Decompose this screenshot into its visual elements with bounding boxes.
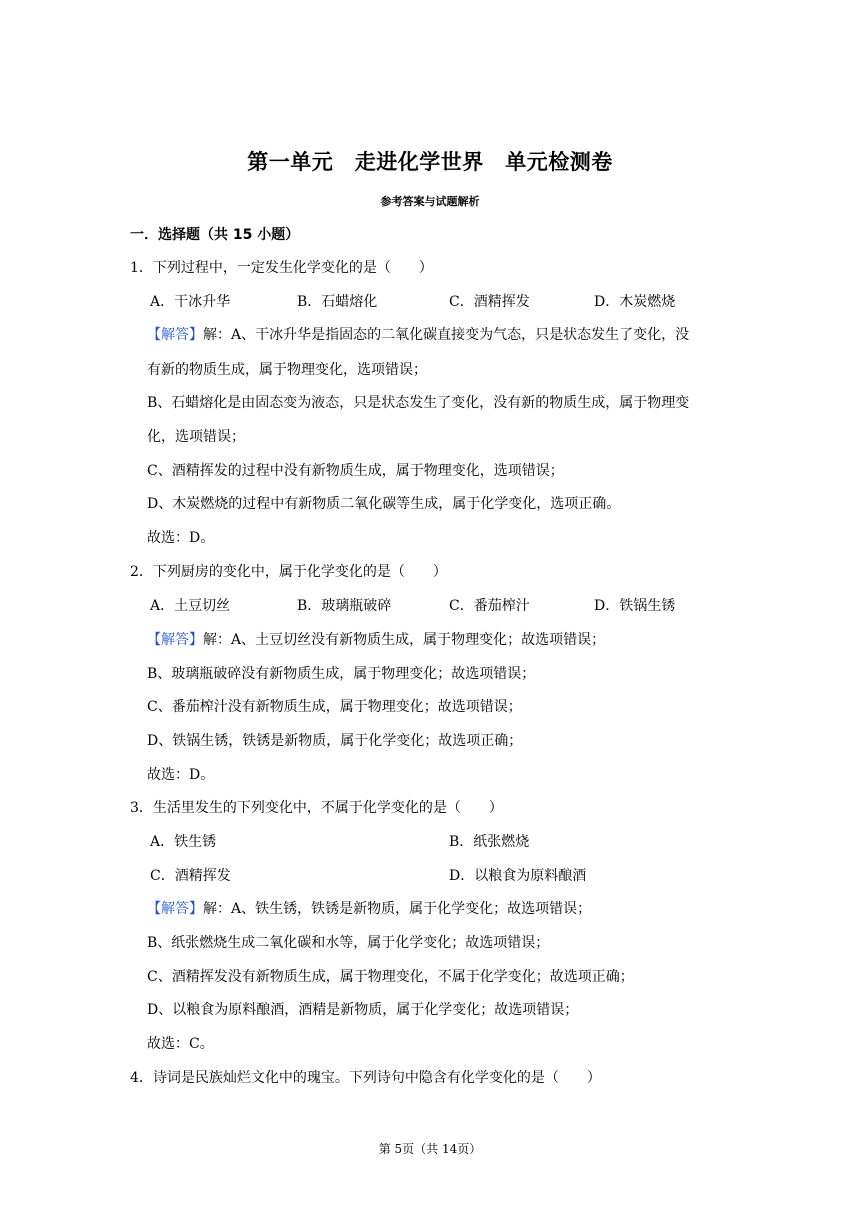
question-3-stem: 3．生活里发生的下列变化中，不属于化学变化的是（ ）: [130, 800, 503, 816]
question-1-answer-line-6: D、木炭燃烧的过程中有新物质二氧化碳等生成，属于化学变化，选项正确。: [147, 496, 621, 512]
question-3-answer-line-4: D、以粮食为原料酿酒，酒精是新物质，属于化学变化；故选项错误；: [147, 1002, 579, 1018]
question-4-stem: 4．诗词是民族灿烂文化中的瑰宝。下列诗句中隐含有化学变化的是（ ）: [130, 1070, 601, 1086]
page-footer: 第 5页（共 14页）: [378, 1142, 482, 1156]
answer-tag: 【解答】: [147, 327, 203, 343]
question-2-stem: 2．下列厨房的变化中，属于化学变化的是（ ）: [130, 564, 447, 580]
question-3-option-b: B．纸张燃烧: [449, 834, 530, 850]
question-3-option-a: A．铁生锈: [150, 834, 217, 850]
question-1-option-b: B．石蜡熔化: [297, 294, 378, 310]
question-1-option-c: C．酒精挥发: [449, 294, 530, 310]
question-1-answer-line-4: 化，选项错误；: [147, 429, 245, 445]
question-1-answer-line-3: B、石蜡熔化是由固态变为液态，只是状态发生了变化，没有新的物质生成，属于物理变: [147, 395, 690, 411]
question-3-option-d: D．以粮食为原料酿酒: [449, 868, 587, 884]
question-2-answer-line-1: 【解答】解：A、土豆切丝没有新物质生成，属于物理变化；故选项错误；: [147, 632, 606, 648]
question-1-answer-line-2: 有新的物质生成，属于物理变化，选项错误；: [147, 362, 427, 378]
question-3-answer-line-1: 【解答】解：A、铁生锈，铁锈是新物质，属于化学变化；故选项错误；: [147, 901, 592, 917]
question-2-answer-line-3: C、番茄榨汁没有新物质生成，属于物理变化；故选项错误；: [147, 699, 522, 715]
question-2-option-c: C．番茄榨汁: [449, 598, 530, 614]
question-2-answer-line-4: D、铁锅生锈，铁锈是新物质，属于化学变化；故选项正确；: [147, 733, 523, 749]
question-3-answer-line-3: C、酒精挥发没有新物质生成，属于物理变化，不属于化学变化；故选项正确；: [147, 969, 634, 985]
question-3-answer-line-2: B、纸张燃烧生成二氧化碳和水等，属于化学变化；故选项错误；: [147, 935, 550, 951]
question-1-option-a: A．干冰升华: [150, 294, 231, 310]
page-subtitle: 参考答案与试题解析: [380, 195, 480, 208]
question-1-answer-line-5: C、酒精挥发的过程中没有新物质生成，属于物理变化，选项错误；: [147, 463, 564, 479]
question-2-option-a: A．土豆切丝: [150, 598, 231, 614]
question-2-option-d: D．铁锅生锈: [594, 598, 676, 614]
question-1-option-d: D．木炭燃烧: [594, 294, 676, 310]
question-1-answer-line-7: 故选：D。: [147, 530, 215, 546]
answer-tag: 【解答】: [147, 901, 203, 917]
section-title: 一．选择题（共 15 小题）: [130, 227, 300, 243]
question-3-option-c: C．酒精挥发: [150, 868, 231, 884]
page-title: 第一单元 走进化学世界 单元检测卷: [247, 150, 613, 174]
question-2-answer-line-5: 故选：D。: [147, 767, 215, 783]
question-2-answer-line-2: B、玻璃瓶破碎没有新物质生成，属于物理变化；故选项错误；: [147, 666, 536, 682]
question-2-option-b: B．玻璃瓶破碎: [297, 598, 392, 614]
question-1-stem: 1．下列过程中，一定发生化学变化的是（ ）: [130, 260, 433, 276]
answer-tag: 【解答】: [147, 632, 203, 648]
question-3-answer-line-5: 故选：C。: [147, 1036, 214, 1052]
question-1-answer-line-1: 【解答】解：A、干冰升华是指固态的二氧化碳直接变为气态，只是状态发生了变化，没: [147, 327, 690, 343]
